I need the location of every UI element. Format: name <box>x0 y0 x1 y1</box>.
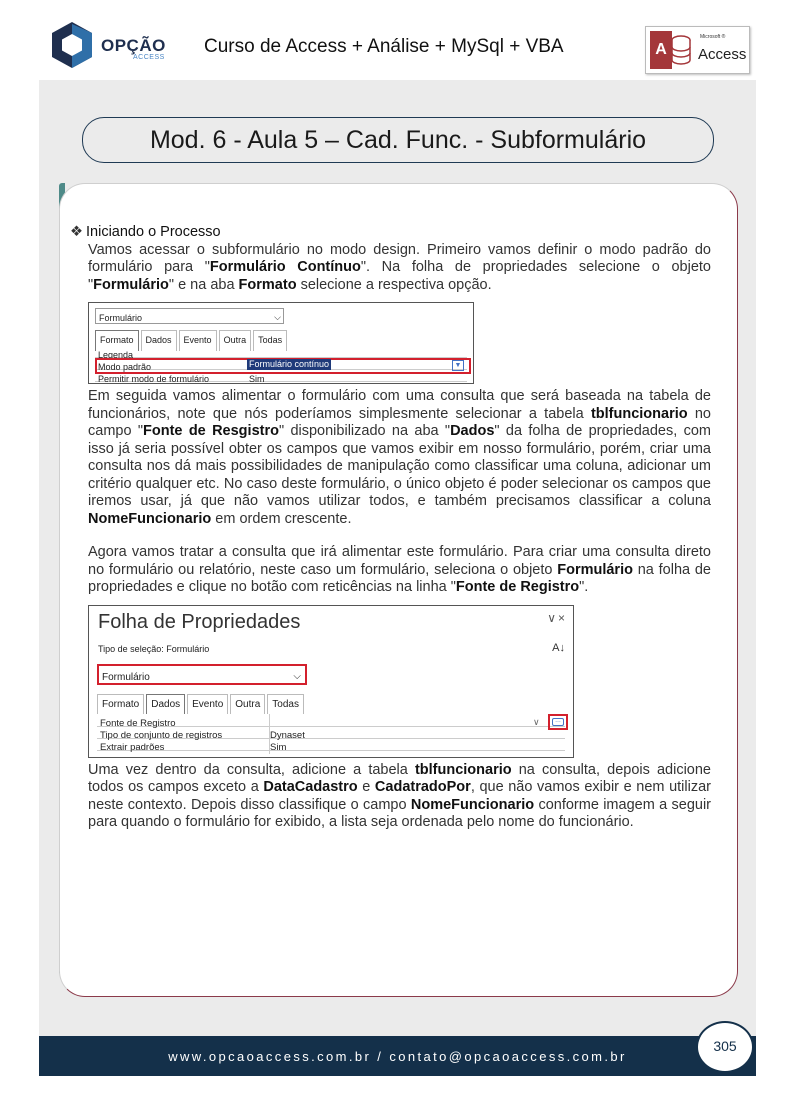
p4-text-5: conforme imagem a seguir para quando o formulário for exibido, a lista seja ordenada pelo nome do funcionário. <box>88 796 711 830</box>
diamond-bullet-icon: ❖ <box>70 224 83 240</box>
content-card <box>59 183 738 997</box>
module-title: Mod. 6 - Aula 5 – Cad. Func. - Subformulário <box>149 126 647 154</box>
property-key: Tipo de conjunto de registros <box>100 729 223 741</box>
object-select[interactable] <box>95 308 284 324</box>
property-value: Sim <box>270 741 287 753</box>
p4-text-3: e <box>357 779 375 795</box>
tab-dados[interactable]: Dados <box>141 330 177 351</box>
tab-evento[interactable]: Evento <box>187 694 228 715</box>
p2-text-1: Em seguida vamos alimentar o formulário com uma consulta que será baseada na tabela de funcionários, note que nós poderíamos simplesmente selecionar a tabela <box>88 388 711 422</box>
spacer <box>88 528 711 544</box>
badge-brand: Microsoft ® <box>700 34 726 40</box>
property-key: Modo padrão <box>98 362 152 372</box>
p2-bold-2: Fonte de Resgistro <box>143 423 279 439</box>
chevron-down-icon: ⌵ <box>274 312 281 322</box>
p1-text-1: Vamos acessar o subformulário no modo design. Primeiro vamos definir o modo padrão do formulário para " <box>88 241 711 275</box>
chevron-down-icon: ⌵ <box>293 670 301 682</box>
column-divider <box>269 714 270 754</box>
property-sheet-title: Folha de Propriedades <box>98 610 301 633</box>
section-heading <box>70 224 711 242</box>
p3-text-2: na folha de propriedades e clique no botão com reticências na linha " <box>88 561 711 595</box>
tab-todas[interactable]: Todas <box>267 694 304 715</box>
object-select-value: Formulário <box>102 671 150 683</box>
card-content <box>70 224 711 832</box>
course-title: Curso de Access + Análise + MySql + VBA <box>204 36 564 57</box>
tab-dados[interactable]: Dados <box>146 694 185 715</box>
tab-outra[interactable]: Outra <box>230 694 265 715</box>
selection-type: Tipo de seleção: Formulário <box>98 643 210 654</box>
page-number: 305 <box>713 1038 737 1054</box>
property-key: Fonte de Registro <box>100 717 176 729</box>
property-key: Legenda <box>98 350 134 360</box>
property-sheet-screenshot-1 <box>88 302 474 384</box>
tab-formato[interactable]: Formato <box>97 694 144 715</box>
p4-text-1: Uma vez dentro da consulta, adicione a tabela <box>88 761 415 778</box>
p2-text-5: em ordem crescente. <box>211 510 352 527</box>
p1-text-2: ". Na folha de propriedades selecione o objeto " <box>88 259 711 293</box>
p1-text-3: " e na aba <box>168 276 239 293</box>
object-select-value: Formulário <box>99 313 143 323</box>
p3-text-1: Agora vamos tratar a consulta que irá alimentar este formulário. Para criar uma consulta direto no formulário ou relatório, neste caso um formulário, seleciona o objeto <box>88 544 711 578</box>
paragraph-4 <box>88 762 711 832</box>
access-badge <box>645 26 750 74</box>
object-select[interactable] <box>97 664 307 685</box>
p4-text-4: , que não vamos exibir e nem utilizar neste contexto. Depois disso classifique o campo <box>88 779 711 813</box>
p2-bold-1: tblfuncionario <box>590 405 688 422</box>
property-row[interactable] <box>95 347 467 358</box>
tab-formato[interactable]: Formato <box>95 330 139 351</box>
page <box>39 0 756 1076</box>
footer-contact: www.opcaoaccess.com.br / contato@opcaoaccess.com.br <box>168 1049 627 1064</box>
logo-sub: ACCESS <box>133 54 165 61</box>
database-icon <box>670 35 692 65</box>
p3-text-3: ". <box>579 579 589 595</box>
p1-bold-3: Formato <box>238 276 297 293</box>
p1-text-4: selecione a respectiva opção. <box>296 276 492 293</box>
chevron-down-icon[interactable]: ∨ <box>533 716 540 727</box>
p4-text-2: na consulta, depois adicione todos os campos exceto a <box>88 761 711 795</box>
paragraph-3 <box>88 544 711 597</box>
property-key: Extrair padrões <box>100 741 165 753</box>
paragraph-2 <box>88 388 711 528</box>
p3-bold-1: Formulário <box>557 561 633 578</box>
property-row[interactable] <box>97 739 565 751</box>
module-title-box <box>82 117 714 163</box>
header <box>39 0 756 80</box>
property-row[interactable] <box>97 727 565 739</box>
logo-name: OPÇÃO <box>101 36 166 55</box>
paragraph-1 <box>88 242 711 295</box>
ellipsis-icon: … <box>552 718 564 726</box>
ellipsis-button[interactable] <box>548 714 568 730</box>
p1-bold-2: Formulário <box>93 276 169 293</box>
p1-bold-1: Formulário Contínuo <box>209 259 361 275</box>
p3-bold-2: Fonte de Registro <box>455 579 580 595</box>
tab-evento[interactable]: Evento <box>179 330 217 351</box>
badge-product: Access <box>698 46 747 63</box>
logo <box>47 20 187 70</box>
section-heading-text: Iniciando o Processo <box>86 224 221 240</box>
property-key: Permitir modo de formulário <box>98 374 210 384</box>
tab-outra[interactable]: Outra <box>219 330 252 351</box>
property-tabs <box>97 694 306 715</box>
selected-value[interactable]: Formulário contínuo <box>249 359 330 369</box>
page-number-badge <box>696 1021 754 1073</box>
p2-text-2: no campo " <box>88 405 711 439</box>
p2-bold-4: NomeFuncionario <box>88 510 212 527</box>
property-row[interactable] <box>95 371 467 382</box>
p4-bold-1: tblfuncionario <box>414 761 512 778</box>
access-letter-icon: A <box>650 31 672 69</box>
p4-bold-4: NomeFuncionario <box>410 796 535 813</box>
property-value: Dynaset <box>270 729 305 741</box>
sort-icon[interactable]: A↓ <box>552 641 565 654</box>
footer <box>39 1036 756 1076</box>
property-row-fonte-registro[interactable] <box>97 715 565 727</box>
p4-bold-2: DataCadastro <box>263 779 358 795</box>
p2-text-4: " da folha de propriedades, com isso já seria possível obter os campos que vamos exibir em nosso formulário, porém, criar uma consulta nos dá mais possibilidades de manipulação como classificar uma coluna, adicionar um critério qualquer etc. No caso deste formulário, o único objeto é poder selecionar os campos que iremos usar, já que não vamos utilizar todos, e também precisamos classificar a coluna <box>88 423 711 509</box>
tab-todas[interactable]: Todas <box>253 330 287 351</box>
p2-text-3: " disponibilizado na aba " <box>278 423 451 439</box>
logo-hexagon-icon <box>47 20 97 70</box>
property-value: Sim <box>249 374 265 384</box>
window-buttons-icon[interactable]: ∨× <box>547 610 567 625</box>
dropdown-arrow-icon[interactable]: ▼ <box>452 360 464 371</box>
p4-bold-3: CadatradoPor <box>374 779 471 795</box>
property-sheet-screenshot-2 <box>88 605 574 758</box>
p2-bold-3: Dados <box>450 423 495 439</box>
